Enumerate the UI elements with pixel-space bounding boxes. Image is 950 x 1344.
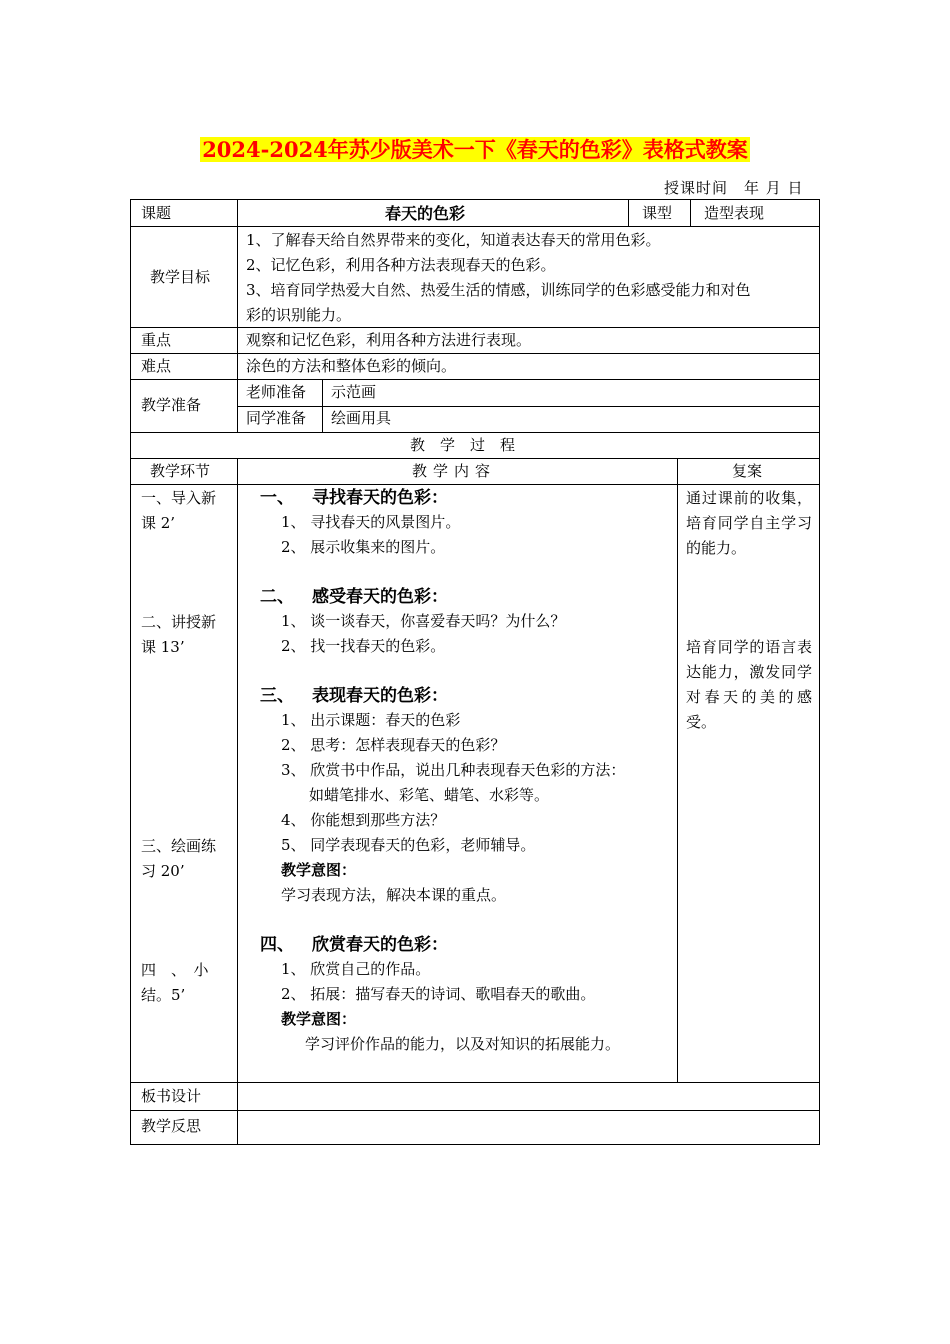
type-value: 造型表现 [704,204,765,222]
teacher-prep-value: 示范画 [331,383,377,401]
section-number: 二、 [260,587,294,607]
section-item: 1、 出示课题：春天的色彩 [281,711,461,729]
review-note: 通过课前的收集，培育同学自主学习的能力。 [686,489,812,557]
date-label: 授课时间 年 月 日 [664,179,804,197]
intent-label: 教学意图： [281,861,357,879]
section-item: 如蜡笔排水、彩笔、蜡笔、水彩等。 [309,786,550,804]
teacher-prep-label: 老师准备 [246,383,307,401]
goal-item: 3、培育同学热爱大自然、热爱生活的情感，训练同学的色彩感受能力和对色 [246,281,751,299]
difficulty-value: 涂色的方法和整体色彩的倾向。 [246,357,457,375]
column-stage: 教学环节 [150,462,211,480]
student-prep-value: 绘画用具 [331,409,392,427]
preparation-label: 教学准备 [141,396,202,414]
board-design-label: 板书设计 [141,1087,202,1105]
goals-label: 教学目标 [150,268,211,286]
intent-text: 学习评价作品的能力，以及对知识的拓展能力。 [305,1035,621,1053]
section-item: 1、 寻找春天的风景图片。 [281,513,461,531]
stage-item: 课 2’ [141,514,176,532]
stage-item: 结。5’ [141,986,186,1004]
review-note: 培育同学的语言表达能力，激发同学对春天的美的感受。 [686,638,812,731]
section-heading: 表现春天的色彩： [312,686,448,706]
column-review: 复案 [732,462,763,480]
stage-item: 四 、 小 [141,961,209,979]
stage-item: 二、讲授新 [141,613,217,631]
section-number: 一、 [260,488,294,508]
section-item: 1、 欣赏自己的作品。 [281,960,431,978]
intent-label: 教学意图： [281,1010,357,1028]
section-item: 2、 拓展：描写春天的诗词、歌唱春天的歌曲。 [281,985,596,1003]
student-prep-label: 同学准备 [246,409,307,427]
document-title: 2024-2024年苏少版美术一下《春天的色彩》表格式教案 [202,137,748,162]
intent-text: 学习表现方法，解决本课的重点。 [281,886,507,904]
section-number: 三、 [260,686,294,706]
column-content: 教学内容 [412,462,497,480]
section-heading: 感受春天的色彩： [312,587,448,607]
section-item: 2、 展示收集来的图片。 [281,538,446,556]
type-label: 课型 [642,204,673,222]
stage-item: 三、绘画练 [141,837,217,855]
section-heading: 寻找春天的色彩： [312,488,448,508]
section-item: 3、 欣赏书中作品，说出几种表现春天色彩的方法： [281,761,626,779]
stage-item: 一、导入新 [141,489,217,507]
section-item: 1、 谈一谈春天，你喜爱春天吗？为什么？ [281,612,566,630]
stage-item: 课 13’ [141,638,185,656]
section-heading: 欣赏春天的色彩： [312,935,448,955]
key-point-value: 观察和记忆色彩，利用各种方法进行表现。 [246,331,532,349]
section-number: 四、 [260,935,294,955]
difficulty-label: 难点 [141,357,172,375]
goal-item: 2、记忆色彩，利用各种方法表现春天的色彩。 [246,256,556,274]
section-item: 5、 同学表现春天的色彩，老师辅导。 [281,836,536,854]
topic-label: 课题 [141,204,172,222]
topic-value: 春天的色彩 [385,204,466,223]
stage-item: 习 20’ [141,862,185,880]
section-item: 2、 思考：怎样表现春天的色彩？ [281,736,506,754]
section-item: 4、 你能想到那些方法？ [281,811,446,829]
goal-item: 彩的识别能力。 [246,306,352,324]
goal-item: 1、了解春天给自然界带来的变化，知道表达春天的常用色彩。 [246,231,661,249]
section-item: 2、 找一找春天的色彩。 [281,637,446,655]
reflection-label: 教学反思 [141,1117,202,1135]
key-point-label: 重点 [141,331,172,349]
process-title: 教学过程 [410,436,531,454]
